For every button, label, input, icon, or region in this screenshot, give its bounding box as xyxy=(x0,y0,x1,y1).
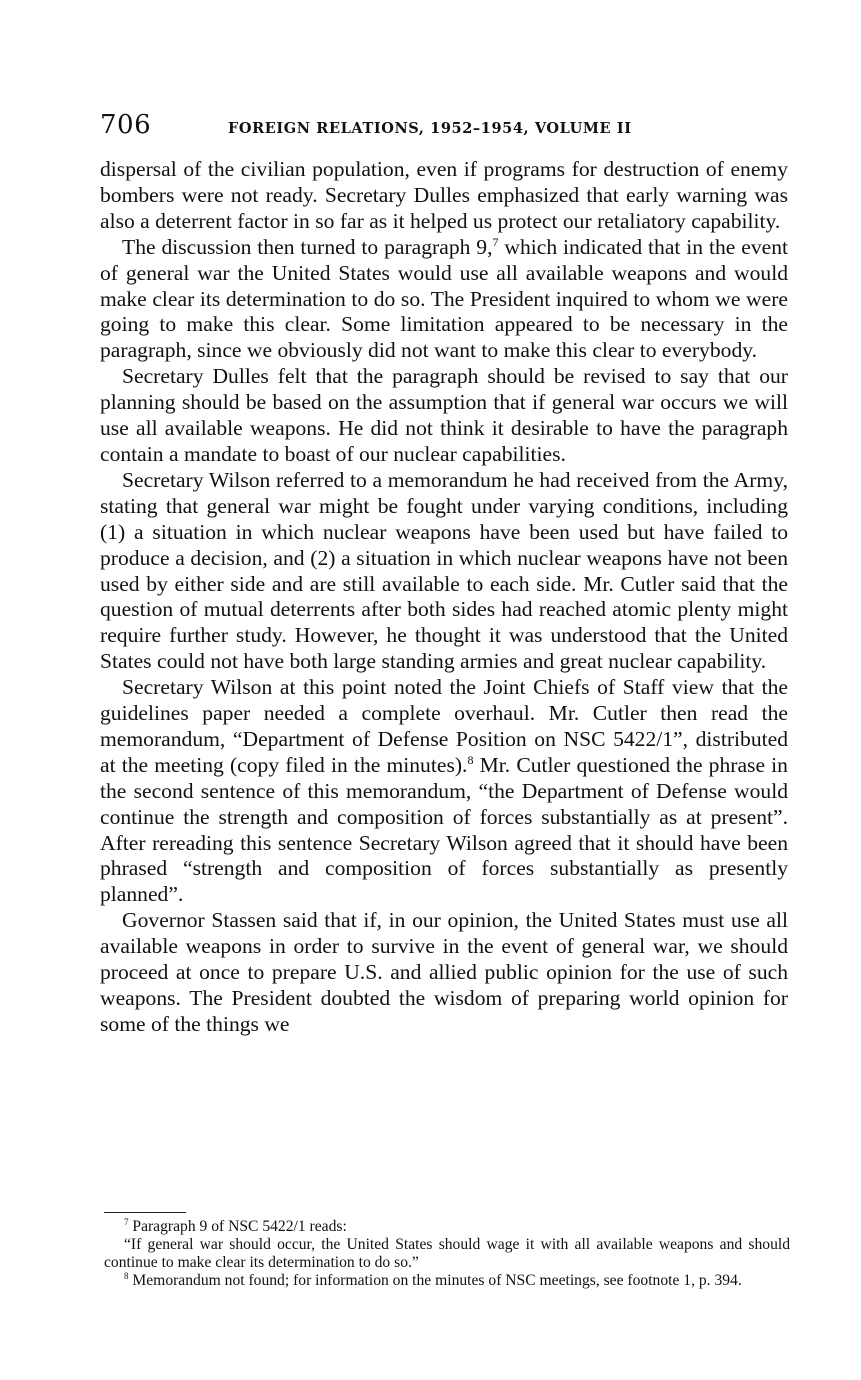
paragraph-text: Secretary Dulles felt that the paragraph should be revised to say that our planning should be based on the assumption that if general war occurs we will use all available weapons. He did not think it desirable to have the paragraph contain a mandate to boast of our nuclear capabilities. xyxy=(100,364,788,466)
paragraph-text: Governor Stassen said that if, in our opinion, the United States must use all available weapons in order to survive in the event of general war, we should proceed at once to prepare U.S. and allied public opinion for the use of such weapons. The President doubted the wisdom of preparing world opinion for some of the things we xyxy=(100,908,788,1036)
page-header xyxy=(100,108,790,148)
footnote xyxy=(104,1272,790,1290)
footnote-divider xyxy=(104,1212,186,1213)
paragraph xyxy=(100,468,788,675)
running-head: FOREIGN RELATIONS, 1952–1954, VOLUME II xyxy=(228,120,632,137)
footnote-text: Memorandum not found; for information on the minutes of NSC meetings, see footnote 1, p. 394. xyxy=(128,1272,742,1289)
paragraph-text: The discussion then turned to paragraph 9, xyxy=(122,234,493,259)
footnote xyxy=(104,1218,790,1236)
footnote-text: Paragraph 9 of NSC 5422/1 reads: xyxy=(128,1218,347,1235)
paragraph xyxy=(100,908,788,1038)
paragraph xyxy=(100,364,788,468)
paragraph-text: Mr. Cutler questioned the phrase in the second sentence of this memorandum, “the Department of Defense would continue the strength and composition of forces substantially as at present”. After rereading this sentence Secretary Wilson agreed that it should have been phrased “strength and composition of forces substantially as presently planned”. xyxy=(100,752,788,907)
page-number: 706 xyxy=(100,110,152,140)
footnotes xyxy=(104,1218,790,1290)
footnote-marker: 8 xyxy=(124,1270,129,1281)
paragraph xyxy=(100,235,788,365)
footnote-reference: 7 xyxy=(492,234,499,249)
footnote-reference: 8 xyxy=(467,752,474,767)
paragraph xyxy=(100,157,788,235)
footnote-quote xyxy=(104,1236,790,1272)
paragraph-text: which indicated that in the event of general war the United States would use all available weapons and would make clear its determination to do so. The President inquired to whom we were going to make this clear. Some limitation appeared to be necessary in the paragraph, since we obviously did not want to make this clear to everybody. xyxy=(100,234,788,363)
footnote-marker: 7 xyxy=(124,1216,129,1227)
paragraph-text: dispersal of the civilian population, even if programs for destruction of enemy bombers were not ready. Secretary Dulles emphasized that early warning was also a deterrent factor in so far as it helped us protect our retaliatory capability. xyxy=(100,157,788,233)
paragraph-text: Secretary Wilson referred to a memorandum he had received from the Army, stating that general war might be fought under varying conditions, including (1) a situation in which nuclear weapons have been used but have failed to produce a decision, and (2) a situation in which nuclear weapons have not been used by either side and are still available to each side. Mr. Cutler said that the question of mutual deterrents after both sides had reached atomic plenty might require further study. However, he thought it was understood that the United States could not have both large standing armies and great nuclear capability. xyxy=(100,467,788,674)
paragraph xyxy=(100,675,788,908)
footnote-text: “If general war should occur, the United States should wage it with all available weapons and should continue to make clear its determination to do so.” xyxy=(104,1236,790,1271)
body-text xyxy=(100,157,788,1038)
paragraph-text: Secretary Wilson at this point noted the Joint Chiefs of Staff view that the guidelines paper needed a complete overhaul. Mr. Cutler then read the memorandum, “Department of Defense Position on NSC 5422/1”, distributed at the meeting (copy filed in the minutes). xyxy=(100,675,788,777)
